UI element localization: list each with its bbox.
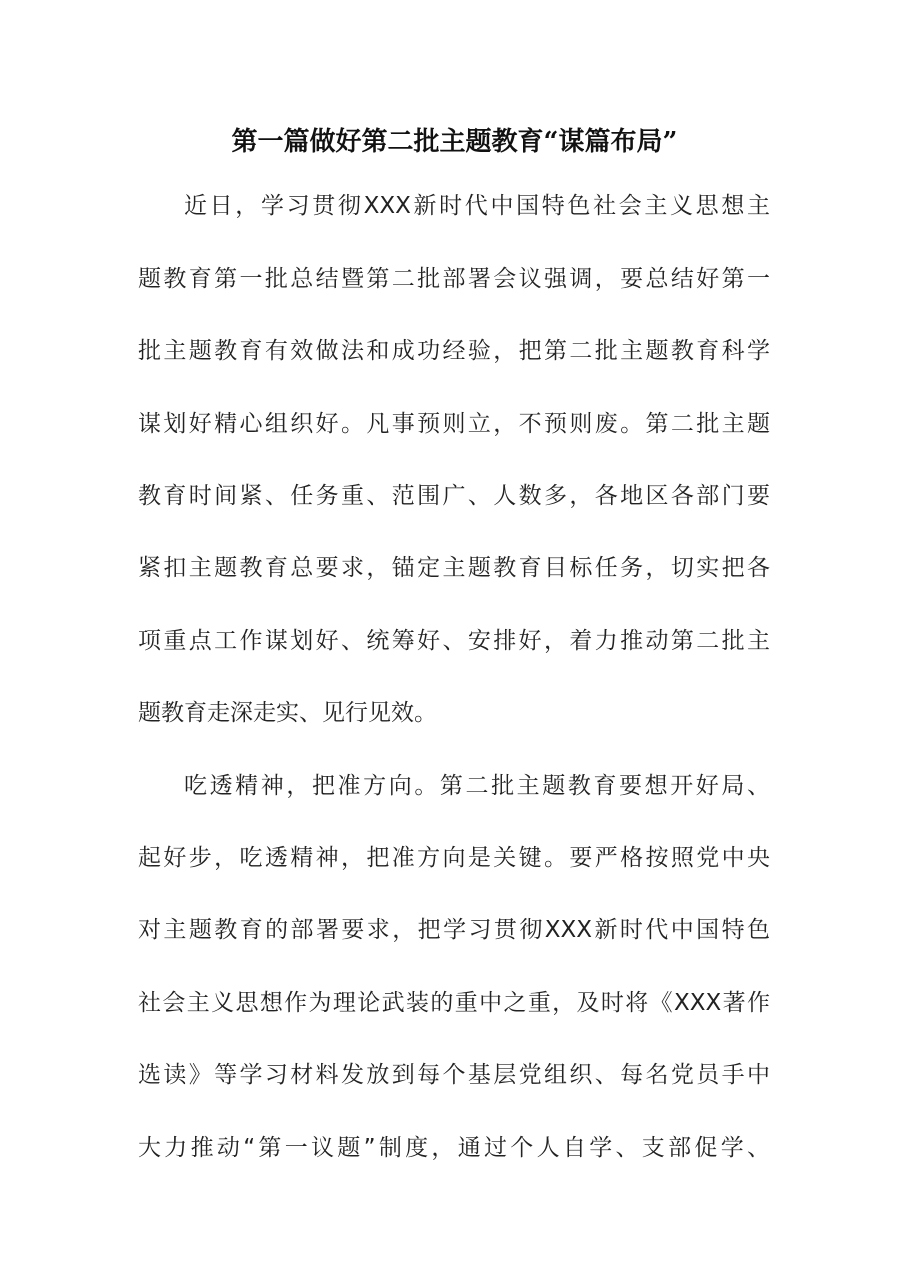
paragraph-1-line-5: 教育时间紧、任务重、范围广、人数多，各地区各部门要 <box>138 483 770 509</box>
paragraph-2-line-2: 起好步，吃透精神，把准方向是关键。要严格按照党中央 <box>138 845 770 871</box>
paragraph-2-line-1: 吃透精神，把准方向。第二批主题教育要想开好局、 <box>184 773 770 799</box>
paragraph-1-line-8: 题教育走深走实、见行见效。 <box>138 700 437 726</box>
paragraph-2-line-4: 社会主义思想作为理论武装的重中之重，及时将《XXX著作 <box>138 990 770 1016</box>
paragraph-2-line-3: 对主题教育的部署要求，把学习贯彻XXX新时代中国特色 <box>138 917 770 943</box>
document-title: 第一篇做好第二批主题教育“谋篇布局” <box>231 127 678 157</box>
paragraph-1-line-3: 批主题教育有效做法和成功经验，把第二批主题教育科学 <box>138 338 770 364</box>
paragraph-2-line-5: 选读》等学习材料发放到每个基层党组织、每名党员手中 <box>138 1062 770 1088</box>
paragraph-1-line-1: 近日，学习贯彻XXX新时代中国特色社会主义思想主 <box>184 193 770 219</box>
paragraph-2-line-6: 大力推动“第一议题”制度，通过个人自学、支部促学、 <box>138 1135 770 1161</box>
paragraph-1-line-2: 题教育第一批总结暨第二批部署会议强调，要总结好第一 <box>138 266 770 292</box>
paragraph-1-line-6: 紧扣主题教育总要求，锚定主题教育目标任务，切实把各 <box>138 555 770 581</box>
paragraph-1-line-4: 谋划好精心组织好。凡事预则立，不预则废。第二批主题 <box>138 411 770 437</box>
paragraph-1-line-7: 项重点工作谋划好、统筹好、安排好，着力推动第二批主 <box>138 628 770 654</box>
